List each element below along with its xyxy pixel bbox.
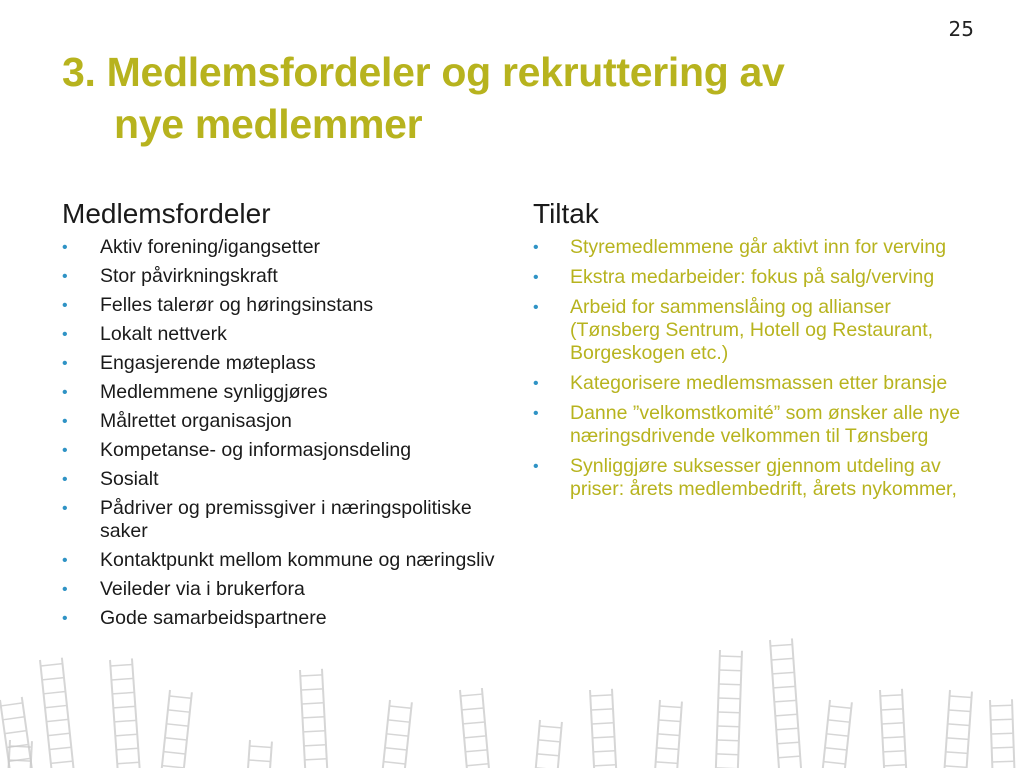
benefits-heading: Medlemsfordeler [62,198,271,229]
bullet-icon: • [62,442,68,459]
bullet-icon: • [62,384,68,401]
list-item: • Felles talerør og høringsinstans [62,294,374,316]
benefits-column [62,198,502,636]
bullet-icon: • [533,375,539,392]
list-item: • Målrettet organisasjon [62,410,292,432]
list-item: • Danne ”velkomstkomité” som ønsker alle nye næringsdrivende velkommen til Tønsberg [533,402,961,447]
slide-number: 25 [948,17,974,41]
list-item: • Sosialt [62,468,159,490]
title-line-2: nye medlemmer [114,101,423,147]
bullet-icon: • [62,581,68,598]
list-item: • Medlemmene synliggjøres [62,381,328,403]
list-item: • Kategorisere medlemsmassen etter bransje [533,372,948,394]
list-item: • Engasjerende møteplass [62,352,316,374]
list-item: • Lokalt nettverk [62,323,227,345]
bullet-icon: • [62,500,68,517]
bullet-icon: • [62,413,68,430]
list-item: • Pådriver og premissgiver i næringspolitiske saker [62,497,472,542]
bullet-icon: • [533,299,539,316]
bullet-icon: • [62,326,68,343]
bullet-icon: • [62,610,68,627]
actions-column [533,198,973,508]
actions-heading: Tiltak [533,198,599,229]
benefits-list [62,236,502,630]
list-item: • Kontaktpunkt mellom kommune og næringsliv [62,549,495,571]
list-item: • Ekstra medarbeider: fokus på salg/verving [533,266,935,288]
list-item: • Aktiv forening/igangsetter [62,236,321,258]
bullet-icon: • [533,239,539,256]
actions-list [533,236,973,501]
bullet-icon: • [62,355,68,372]
bullet-icon: • [533,458,539,475]
bullet-icon: • [62,297,68,314]
list-item: • Arbeid for sammenslåing og allianser (Tønsberg Sentrum, Hotell og Restaurant, Borgeskogen etc.) [533,296,934,364]
title-line-1: 3. Medlemsfordeler og rekruttering av [62,49,785,95]
bullet-icon: • [62,552,68,569]
list-item: • Gode samarbeidspartnere [62,607,327,629]
bullet-icon: • [533,269,539,286]
list-item: • Kompetanse- og informasjonsdeling [62,439,412,461]
list-item: • Stor påvirkningskraft [62,265,278,287]
list-item: • Styremedlemmene går aktivt inn for verving [533,236,947,258]
bullet-icon: • [533,405,539,422]
bullet-icon: • [62,268,68,285]
list-item: • Veileder via i brukerfora [62,578,305,600]
slide-title [62,46,942,150]
list-item: • Synliggjøre suksesser gjennom utdeling av priser: årets medlembedrift, årets nykommer, [533,455,957,500]
bullet-icon: • [62,239,68,256]
bullet-icon: • [62,471,68,488]
